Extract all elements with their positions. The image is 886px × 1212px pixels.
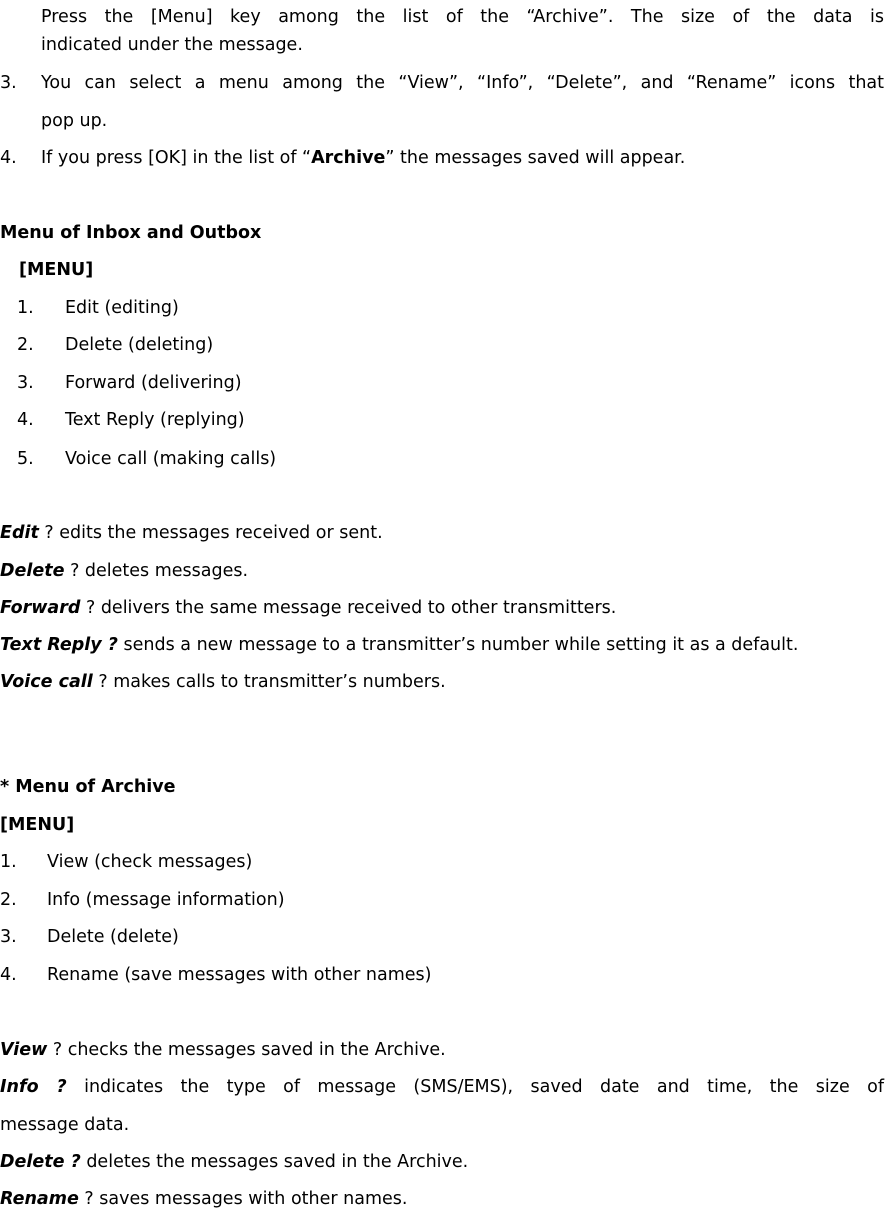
def-desc: deletes the messages saved in the Archive. (86, 1152, 469, 1172)
def-desc: makes calls to transmitter’s numbers. (113, 672, 446, 692)
inbox-menu-heading: Menu of Inbox and Outbox (0, 223, 262, 243)
def-sep: ? (47, 1040, 68, 1060)
inbox-item-4-number: 4. (17, 410, 34, 430)
archive-item-3-number: 3. (0, 927, 17, 947)
def-term: View (0, 1040, 48, 1060)
intro-line-2: indicated under the message. (41, 35, 303, 55)
inbox-item-4-label: Text Reply (replying) (65, 410, 245, 430)
step-4-text (41, 147, 685, 169)
def-sep (67, 1077, 84, 1097)
archive-def-delete (0, 1151, 468, 1173)
archive-item-2-number: 2. (0, 890, 17, 910)
def-term: Info ? (0, 1077, 67, 1097)
step-4-bold: Archive (311, 148, 386, 168)
archive-item-2-label: Info (message information) (47, 890, 285, 910)
def-desc: indicates the type of message (SMS/EMS), saved date and time, the size of (84, 1077, 884, 1097)
def-desc: deletes messages. (84, 561, 249, 581)
def-sep: ? (92, 672, 114, 692)
inbox-menu-label: [MENU] (19, 260, 94, 280)
inbox-def-edit (0, 522, 383, 544)
inbox-def-delete (0, 560, 248, 582)
archive-item-3-label: Delete (delete) (47, 927, 179, 947)
archive-item-4-number: 4. (0, 965, 17, 985)
archive-item-1-number: 1. (0, 852, 17, 872)
archive-item-1-label: View (check messages) (47, 852, 253, 872)
inbox-def-text-reply (0, 634, 798, 656)
inbox-item-1-label: Edit (editing) (65, 298, 179, 318)
def-term: Delete (0, 561, 65, 581)
inbox-item-2-number: 2. (17, 335, 34, 355)
def-term: Voice call (0, 672, 93, 692)
step-4-post: ” the messages saved will appear. (385, 148, 686, 168)
def-desc: sends a new message to a transmitter’s number while setting it as a default. (123, 635, 799, 655)
def-desc: delivers the same message received to other transmitters. (100, 598, 617, 618)
inbox-item-5-label: Voice call (making calls) (65, 449, 277, 469)
intro-line-1: Press the [Menu] key among the list of the “Archive”. The size of the data is (41, 7, 884, 27)
def-term: Edit (0, 523, 39, 543)
inbox-def-voice-call (0, 671, 446, 693)
inbox-item-1-number: 1. (17, 298, 34, 318)
archive-def-info-cont: message data. (0, 1115, 130, 1135)
def-desc: saves messages with other names. (99, 1189, 408, 1209)
def-term: Delete ? (0, 1152, 81, 1172)
archive-menu-heading: * Menu of Archive (0, 777, 176, 797)
inbox-item-5-number: 5. (17, 449, 34, 469)
archive-def-info (0, 1076, 884, 1098)
archive-def-view (0, 1039, 446, 1061)
inbox-item-3-label: Forward (delivering) (65, 373, 242, 393)
step-3-line-2: pop up. (41, 111, 108, 131)
inbox-item-2-label: Delete (deleting) (65, 335, 214, 355)
def-desc: checks the messages saved in the Archive. (67, 1040, 446, 1060)
inbox-item-3-number: 3. (17, 373, 34, 393)
archive-menu-label: [MENU] (0, 815, 75, 835)
def-sep: ? (78, 1189, 100, 1209)
def-term: Rename (0, 1189, 79, 1209)
def-sep: ? (38, 523, 60, 543)
archive-def-rename (0, 1188, 407, 1210)
inbox-def-forward (0, 597, 616, 619)
def-term: Text Reply ? (0, 635, 118, 655)
def-term: Forward (0, 598, 81, 618)
archive-item-4-label: Rename (save messages with other names) (47, 965, 432, 985)
step-3-number: 3. (0, 73, 17, 93)
step-4-number: 4. (0, 148, 17, 168)
step-3-line-1: You can select a menu among the “View”, “Info”, “Delete”, and “Rename” icons that (41, 73, 884, 93)
def-sep: ? (64, 561, 85, 581)
step-4-pre: If you press [OK] in the list of “ (41, 148, 312, 168)
def-sep: ? (80, 598, 101, 618)
def-desc: edits the messages received or sent. (59, 523, 383, 543)
